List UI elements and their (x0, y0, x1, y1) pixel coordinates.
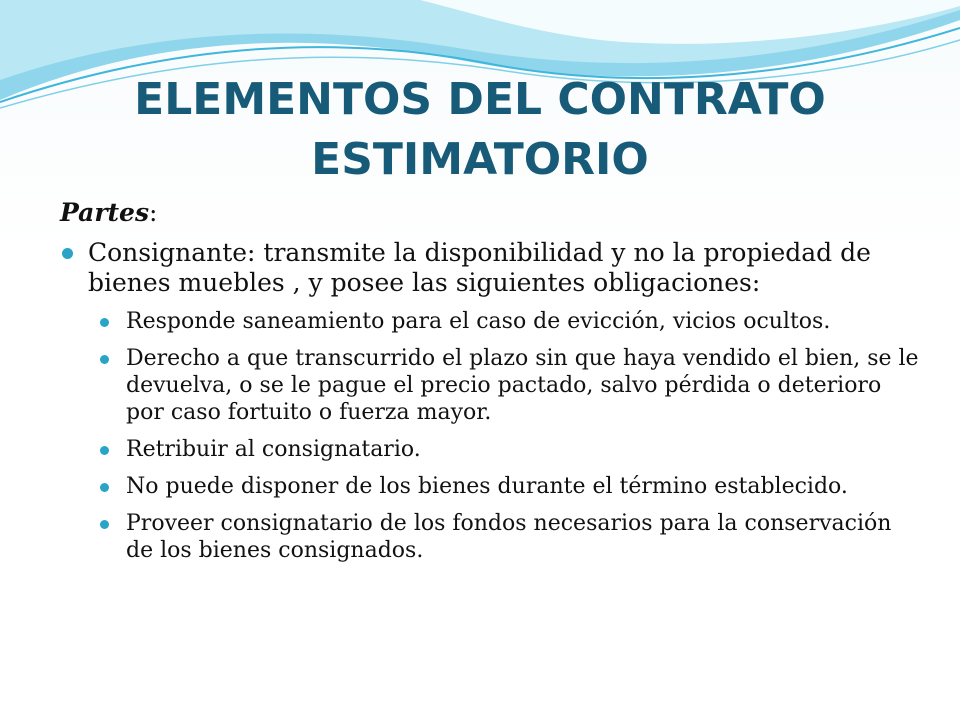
sub-list-item (98, 436, 920, 463)
bullet-icon (100, 483, 109, 492)
bullet-icon (100, 520, 109, 529)
sub-point-text: Proveer consignatario de los fondos necesarios para la conservación de los bienes consignados. (126, 511, 892, 563)
slide-title (40, 70, 920, 190)
main-list-item (60, 238, 920, 564)
bullet-icon (100, 318, 109, 327)
sub-point-text: No puede disponer de los bienes durante el término establecido. (126, 474, 848, 499)
parts-colon: : (149, 198, 158, 227)
sub-list (88, 308, 920, 564)
bullet-icon (62, 248, 73, 259)
sub-point-text: Responde saneamiento para el caso de evicción, vicios ocultos. (126, 309, 831, 334)
sub-list-item (98, 308, 920, 335)
sub-list-item (98, 473, 920, 500)
sub-point-text: Derecho a que transcurrido el plazo sin que haya vendido el bien, se le devuelva, o se le pague el precio pactado, salvo pérdida o deterioro por caso fortuito o fuerza mayor. (126, 346, 919, 425)
sub-point-text: Retribuir al consignatario. (126, 437, 421, 462)
sub-list-item (98, 510, 920, 564)
main-list (60, 238, 920, 564)
parts-label: Partes (60, 198, 150, 227)
slide-content (60, 196, 920, 574)
title-line-2: ESTIMATORIO (311, 134, 649, 185)
bullet-icon (100, 355, 109, 364)
title-line-1: ELEMENTOS DEL CONTRATO (134, 74, 826, 125)
main-point-text: Consignante: transmite la disponibilidad y no la propiedad de bienes muebles , y posee las siguientes obligaciones: (88, 238, 871, 297)
bullet-icon (100, 446, 109, 455)
parts-heading (60, 196, 920, 230)
sub-list-item (98, 345, 920, 426)
